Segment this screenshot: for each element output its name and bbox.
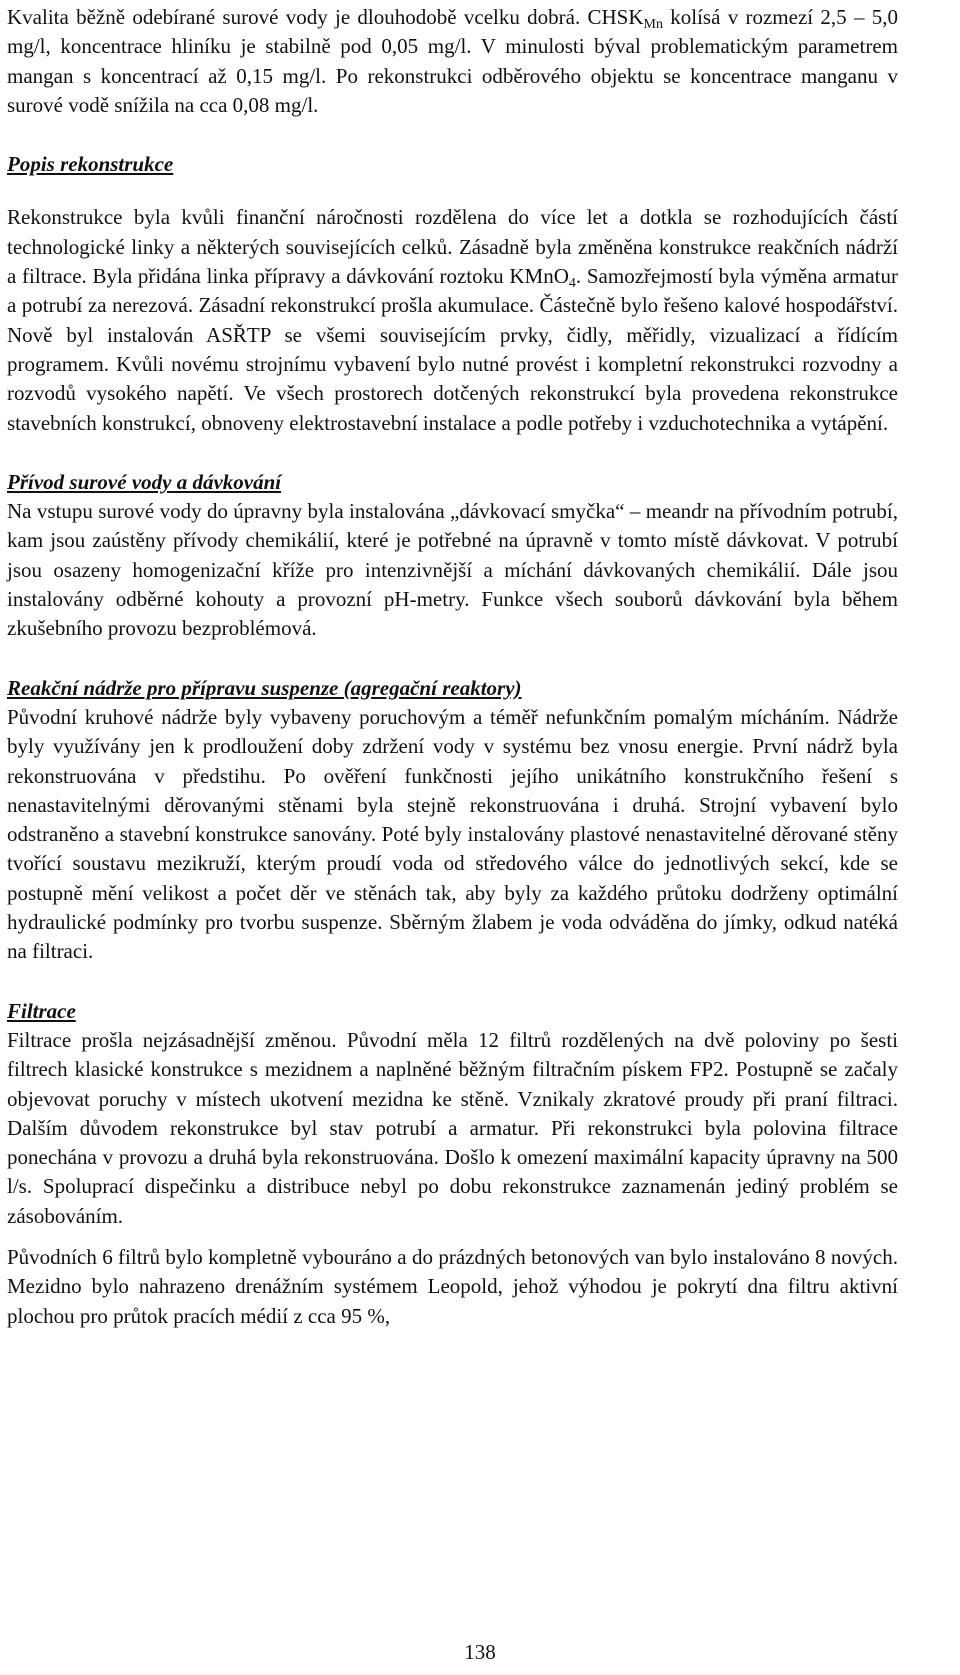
popis-paragraph [7,203,898,437]
section-heading-privod: Přívod surové vody a dávkování [7,469,282,494]
filtrace-paragraph-1: Filtrace prošla nejzásadnější změnou. Původní měla 12 filtrů rozdělených na dvě poloviny po šesti filtrech klasické konstrukce s mezidnem a naplněné běžným filtračním pískem FP2. Postupně se začaly objevovat poruchy v místech ukotvení mezidna ke stěně. Vznikaly zkratové proudy při praní filtraci. Dalším důvodem rekonstrukce byl stav potrubí a armatur. Při rekonstrukci byla polovina filtrace ponechána v provozu a druhá byla rekonstruována. Došlo k omezení maximální kapacity úpravny na 500 l/s. Spoluprací dispečinku a distribuce nebyl po dobu rekonstrukce zaznamenán jediný problém se zásobováním. [7,1027,898,1228]
popis-text-1: Rekonstrukce byla kvůli finanční náročnosti rozdělena do více let a dotkla se rozhodujících částí technologické linky a některých souvisejících celků. Zásadně byla změněna konstrukce reakčních nádrží a filtrace. Byla přidána linka přípravy a dávkování roztoku KMnO [7,205,898,289]
intro-paragraph [7,3,898,120]
intro-subscript: Mn [643,17,663,32]
page-number: 138 [464,1640,496,1664]
privod-paragraph: Na vstupu surové vody do úpravny byla instalována „dávkovací smyčka“ – meandr na přívodním potrubí, kam jsou zaústěny přívody chemikálií, které je potřebné na úpravně v tomto místě dávkovat. V potrubí jsou osazeny homogenizační kříže pro intenzivnější a míchání dávkovaných chemikálií. Dále jsou instalovány odběrné kohouty a provozní pH-metry. Funkce všech souborů dávkování byla během zkušebního provozu bezproblémová. [7,499,898,641]
popis-text-2: . Samozřejmostí byla výměna armatur a potrubí za nerezová. Zásadní rekonstrukcí prošla akumulace. Částečně bylo řešeno kalové hospodářství. Nově byl instalován ASŘTP se všemi souvisejícím prvky, čidly, měřidly, vizualizací a řídícím programem. Kvůli novému strojnímu vybavení bylo nutné provést i kompletní rekonstrukci rozvodny a rozvodů vysokého napětí. Ve všech prostorech dotčených rekonstrukcí byla provedena rekonstrukce stavebních konstrukcí, obnoveny elektrostavební instalace a podle potřeby i vzduchotechnika a vytápění. [7,264,899,435]
filtrace-paragraph-2: Původních 6 filtrů bylo kompletně vybouráno a do prázdných betonových van bylo instalováno 8 nových. Mezidno bylo nahrazeno drenážním systémem Leopold, jehož výhodou je pokrytí dna filtru aktivní plochou pro průtok pracích médií z cca 95 %, [7,1244,898,1328]
section-heading-nadrze: Reakční nádrže pro přípravu suspenze (agregační reaktory) [7,675,522,700]
section-heading-filtrace: Filtrace [7,998,76,1023]
intro-text-2: kolísá v rozmezí 2,5 – 5,0 mg/l, koncentrace hliníku je stabilně pod 0,05 mg/l. V minulosti býval problematickým parametrem mangan s koncentrací až 0,15 mg/l. Po rekonstrukci odběrového objektu se koncentrace manganu v surové vodě snížila na cca 0,08 mg/l. [7,5,898,117]
nadrze-paragraph: Původní kruhové nádrže byly vybaveny poruchovým a téměř nefunkčním pomalým mícháním. Nádrže byly využívány jen k prodloužení doby zdržení vody v systému bez vnosu energie. První nádrž byla rekonstruována v předstihu. Po ověření funkčnosti jejího unikátního konstrukčního řešení s nenastavitelnými děrovanými stěnami byla stejně rekonstruována i druhá. Strojní vybavení bylo odstraněno a stavební konstrukce sanovány. Poté byly instalovány plastové nenastavitelné děrované stěny tvořící soustavu mezikruží, kterým proudí voda od středového válce do jednotlivých sekcí, kde se postupně mění velikost a počet děr ve stěnách tak, aby byly za každého průtoku dodrženy optimální hydraulické podmínky pro tvorbu suspenze. Sběrným žlabem je voda odváděna do jímky, odkud natéká na filtraci. [7,704,898,964]
section-heading-popis: Popis rekonstrukce [7,152,174,177]
document-page [7,0,898,1331]
popis-subscript: 4 [568,276,576,292]
intro-text-1: Kvalita běžně odebírané surové vody je dlouhodobě vcelku dobrá. CHSK [7,5,644,29]
